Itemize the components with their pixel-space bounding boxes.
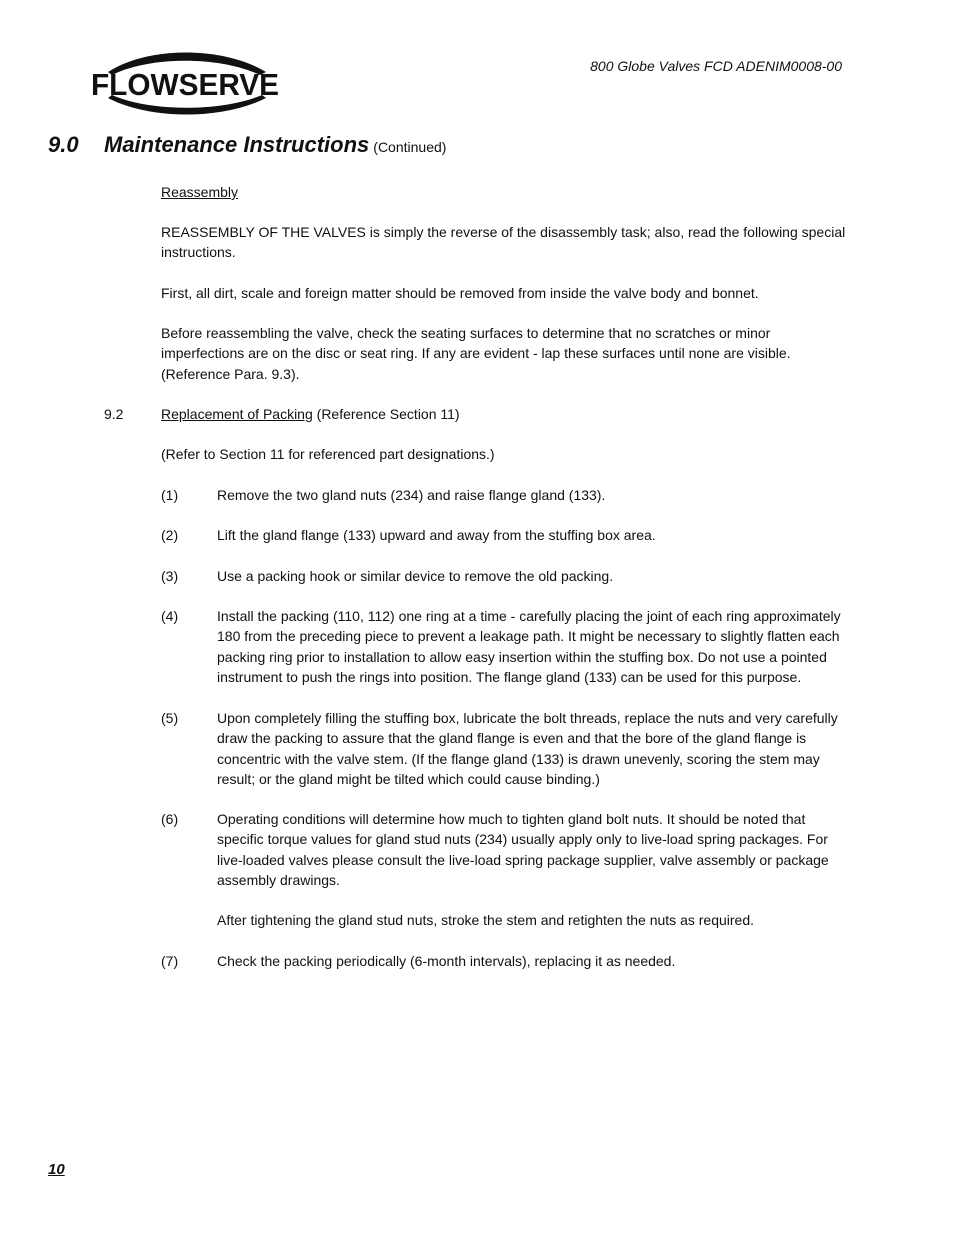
reassembly-paragraph-1: REASSEMBLY OF THE VALVES is simply the reverse of the disassembly task; also, read the following special instructions. [161, 224, 846, 261]
packing-heading: Replacement of Packing [161, 406, 313, 422]
section-number: 9.0 [48, 132, 79, 157]
packing-reference: (Reference Section 11) [312, 406, 460, 422]
flowserve-logo [88, 50, 283, 124]
reassembly-paragraph-2: First, all dirt, scale and foreign matter should be removed from inside the valve body and bonnet. [161, 285, 759, 301]
step-marker-2: (2) [161, 527, 179, 543]
document-reference: 800 Globe Valves FCD ADENIM0008-00 [590, 58, 842, 74]
section-heading [48, 132, 446, 158]
packing-heading-line [161, 404, 851, 424]
step-marker-5: (5) [161, 710, 179, 726]
reassembly-paragraph-3: Before reassembling the valve, check the seating surfaces to determine that no scratches or minor imperfections are on the disc or seat ring. If any are evident - lap these surfaces until none are visible. (Reference Para. 9.3). [161, 325, 791, 382]
section-title: Maintenance Instructions [104, 132, 370, 157]
flowserve-logo-mark [88, 50, 283, 124]
section-continued: (Continued) [373, 139, 447, 155]
reassembly-heading: Reassembly [161, 184, 239, 200]
step-6-followup: After tightening the gland stud nuts, stroke the stem and retighten the nuts as required. [217, 912, 754, 928]
page-number: 10 [48, 1161, 65, 1178]
step-text-4: Install the packing (110, 112) one ring at a time - carefully placing the joint of each ring approximately 180 from the preceding piece to prevent a leakage path. It might be necessary to slightly flatten each packing ring prior to installation to allow easy insertion within the stuffing box. Do not use a pointed instrument to push the rings into position. The flange gland (133) can be used for this purpose. [217, 608, 841, 685]
step-text-3: Use a packing hook or similar device to remove the old packing. [217, 568, 614, 584]
packing-section-number: 9.2 [104, 406, 124, 422]
step-text-5: Upon completely filling the stuffing box, lubricate the bolt threads, replace the nuts and very carefully draw the packing to assure that the gland flange is even and that the bore of the gland flange is concentric with the valve stem. (If the flange gland (133) is drawn unevenly, scoring the stem may result; or the gland might be tilted which could cause binding.) [217, 710, 838, 787]
step-marker-7: (7) [161, 953, 179, 969]
step-marker-4: (4) [161, 608, 179, 624]
step-text-7: Check the packing periodically (6-month intervals), replacing it as needed. [217, 953, 676, 969]
step-marker-6: (6) [161, 811, 179, 827]
logo-wordmark: FLOWSERVE [91, 67, 279, 102]
step-text-6: Operating conditions will determine how much to tighten gland bolt nuts. It should be noted that specific torque values for gland stud nuts (234) usually apply only to live-load spring packages. For live-loaded valves please consult the live-load spring package supplier, valve assembly or package assembly drawings. [217, 811, 829, 888]
packing-intro: (Refer to Section 11 for referenced part designations.) [161, 446, 495, 462]
step-marker-3: (3) [161, 568, 179, 584]
step-text-2: Lift the gland flange (133) upward and away from the stuffing box area. [217, 527, 656, 543]
step-text-1: Remove the two gland nuts (234) and raise flange gland (133). [217, 487, 606, 503]
step-marker-1: (1) [161, 487, 179, 503]
